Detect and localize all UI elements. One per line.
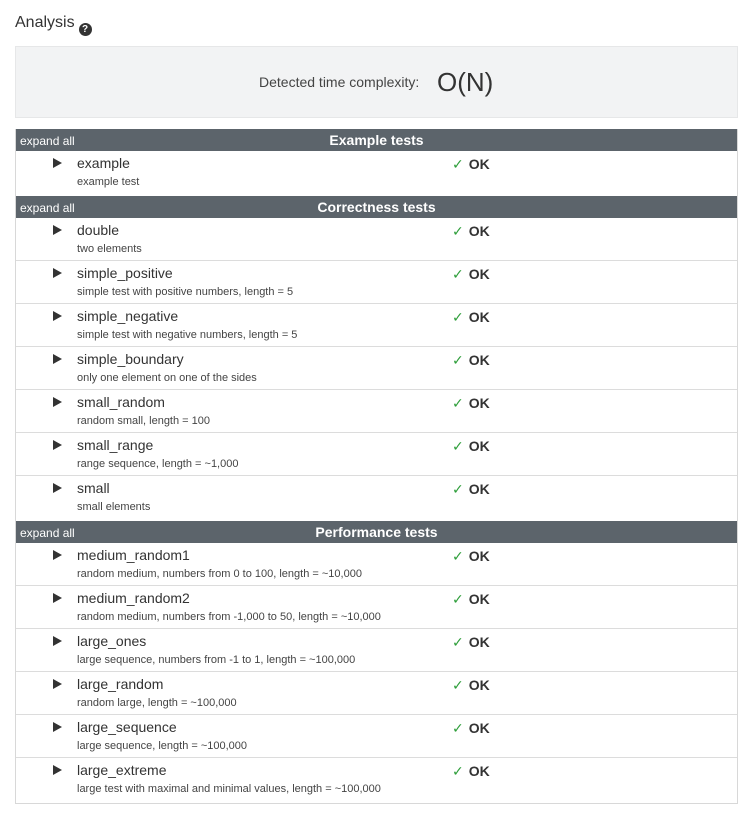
check-icon: ✓ — [452, 156, 464, 172]
analysis-heading — [15, 14, 92, 35]
test-row[interactable] — [16, 715, 737, 758]
check-icon: ✓ — [452, 720, 464, 736]
status-label: OK — [468, 634, 490, 650]
test-name: small — [77, 480, 110, 496]
group-title: Example tests — [329, 132, 424, 148]
test-name: medium_random2 — [77, 590, 190, 606]
check-icon: ✓ — [452, 634, 464, 650]
test-description: large sequence, numbers from -1 to 1, length = ~100,000 — [77, 654, 356, 666]
test-status — [452, 156, 490, 173]
test-description: large sequence, length = ~100,000 — [77, 740, 248, 752]
test-status — [452, 223, 490, 240]
expand-arrow-icon[interactable] — [53, 225, 62, 235]
group-title: Correctness tests — [317, 199, 436, 215]
test-name: simple_negative — [77, 308, 179, 324]
test-description: random small, length = 100 — [77, 415, 210, 427]
test-results-table — [15, 129, 738, 804]
test-row[interactable] — [16, 433, 737, 476]
expand-arrow-icon[interactable] — [53, 268, 62, 278]
check-icon: ✓ — [452, 223, 464, 239]
status-label: OK — [468, 677, 490, 693]
test-description: random medium, numbers from -1,000 to 50, length = ~10,000 — [77, 611, 381, 623]
test-name: large_sequence — [77, 719, 177, 735]
check-icon: ✓ — [452, 395, 464, 411]
expand-arrow-icon[interactable] — [53, 593, 62, 603]
test-description: range sequence, length = ~1,000 — [77, 458, 239, 470]
test-row[interactable] — [16, 218, 737, 261]
status-label: OK — [468, 548, 490, 564]
test-name: large_random — [77, 676, 164, 692]
check-icon: ✓ — [452, 481, 464, 497]
expand-arrow-icon[interactable] — [53, 722, 62, 732]
analysis-title: Analysis — [15, 14, 75, 31]
expand-arrow-icon[interactable] — [53, 765, 62, 775]
status-label: OK — [468, 763, 490, 779]
check-icon: ✓ — [452, 591, 464, 607]
test-name: large_ones — [77, 633, 147, 649]
test-status — [452, 634, 490, 651]
test-name: simple_boundary — [77, 351, 184, 367]
expand-arrow-icon[interactable] — [53, 679, 62, 689]
test-row[interactable] — [16, 586, 737, 629]
check-icon: ✓ — [452, 266, 464, 282]
test-row[interactable] — [16, 758, 737, 803]
status-label: OK — [468, 395, 490, 411]
test-status — [452, 677, 490, 694]
check-icon: ✓ — [452, 763, 464, 779]
expand-arrow-icon[interactable] — [53, 483, 62, 493]
test-row[interactable] — [16, 543, 737, 586]
test-status — [452, 266, 490, 283]
status-label: OK — [468, 156, 490, 172]
expand-arrow-icon[interactable] — [53, 311, 62, 321]
expand-arrow-icon[interactable] — [53, 158, 62, 168]
expand-arrow-icon[interactable] — [53, 440, 62, 450]
test-row[interactable] — [16, 629, 737, 672]
check-icon: ✓ — [452, 352, 464, 368]
group-header — [16, 521, 737, 543]
test-row[interactable] — [16, 347, 737, 390]
expand-all-link[interactable]: expand all — [20, 526, 75, 540]
test-description: two elements — [77, 243, 142, 255]
test-description: small elements — [77, 501, 151, 513]
test-name: medium_random1 — [77, 547, 190, 563]
test-description: simple test with negative numbers, length = 5 — [77, 329, 298, 341]
test-name: simple_positive — [77, 265, 173, 281]
test-status — [452, 352, 490, 369]
test-row[interactable] — [16, 304, 737, 347]
test-row[interactable] — [16, 261, 737, 304]
status-label: OK — [468, 266, 490, 282]
group-header — [16, 196, 737, 218]
test-description: random large, length = ~100,000 — [77, 697, 237, 709]
test-status — [452, 481, 490, 498]
test-status — [452, 438, 490, 455]
test-status — [452, 720, 490, 737]
expand-arrow-icon[interactable] — [53, 397, 62, 407]
test-row[interactable] — [16, 476, 737, 521]
test-status — [452, 548, 490, 565]
complexity-box — [15, 46, 738, 118]
group-header — [16, 129, 737, 151]
test-row[interactable] — [16, 672, 737, 715]
test-description: random medium, numbers from 0 to 100, length = ~10,000 — [77, 568, 362, 580]
test-row[interactable] — [16, 151, 737, 196]
complexity-label: Detected time complexity: — [259, 74, 420, 90]
expand-arrow-icon[interactable] — [53, 354, 62, 364]
test-row[interactable] — [16, 390, 737, 433]
test-description: example test — [77, 176, 140, 188]
test-name: double — [77, 222, 120, 238]
check-icon: ✓ — [452, 548, 464, 564]
test-name: large_extreme — [77, 762, 167, 778]
test-name: small_range — [77, 437, 154, 453]
check-icon: ✓ — [452, 677, 464, 693]
complexity-value: O(N) — [437, 67, 494, 97]
test-status — [452, 763, 490, 780]
status-label: OK — [468, 591, 490, 607]
test-description: large test with maximal and minimal values, length = ~100,000 — [77, 783, 381, 795]
expand-arrow-icon[interactable] — [53, 636, 62, 646]
status-label: OK — [468, 309, 490, 325]
question-circle-icon[interactable]: ? — [79, 23, 92, 36]
check-icon: ✓ — [452, 438, 464, 454]
test-description: simple test with positive numbers, length = 5 — [77, 286, 294, 298]
status-label: OK — [468, 352, 490, 368]
check-icon: ✓ — [452, 309, 464, 325]
expand-arrow-icon[interactable] — [53, 550, 62, 560]
test-name: small_random — [77, 394, 165, 410]
test-status — [452, 591, 490, 608]
status-label: OK — [468, 720, 490, 736]
test-description: only one element on one of the sides — [77, 372, 257, 384]
test-status — [452, 395, 490, 412]
test-name: example — [77, 155, 130, 171]
status-label: OK — [468, 223, 490, 239]
expand-all-link[interactable]: expand all — [20, 134, 75, 148]
group-title: Performance tests — [315, 524, 438, 540]
test-status — [452, 309, 490, 326]
expand-all-link[interactable]: expand all — [20, 201, 75, 215]
status-label: OK — [468, 481, 490, 497]
status-label: OK — [468, 438, 490, 454]
